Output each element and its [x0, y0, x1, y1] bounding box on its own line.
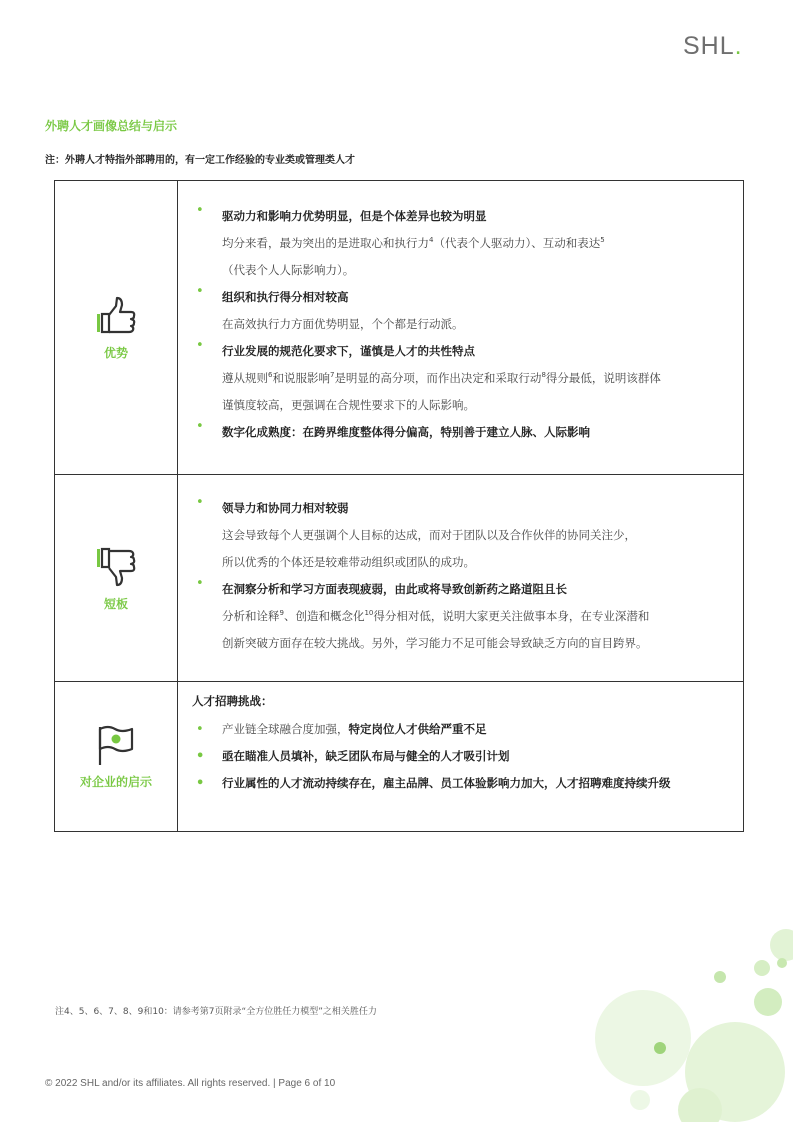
deco-circle [754, 988, 782, 1016]
footnote-ref: 4 [429, 236, 434, 245]
body-text: 遵从规则 [222, 371, 268, 385]
weaknesses-label: 短板 [103, 596, 128, 611]
emphasis-text: 行业属性的人才流动持续存在，雇主品牌、员工体验影响力加大，人才招聘难度持续升级 [222, 776, 671, 790]
implications-label: 对企业的启示 [79, 775, 152, 789]
deco-circle [754, 960, 770, 976]
deco-circle [595, 990, 691, 1086]
strengths-list [192, 203, 729, 446]
implications-intro: 人才招聘挑战： [192, 694, 273, 708]
body-text: 产业链全球融合度加强， [222, 722, 349, 736]
footnote: 注4、5、6、7、8、9和10：请参考第7页附录“全方位胜任力模型”之相关胜任力 [55, 1007, 377, 1017]
page-footer: © 2022 SHL and/or its affiliates. All rights reserved. | Page 6 of 10 [45, 1078, 336, 1089]
weaknesses-list [192, 495, 729, 657]
item-heading: • 领导力和协同力相对较弱 [222, 501, 349, 515]
strengths-category [55, 181, 178, 475]
deco-circle [654, 1042, 666, 1054]
body-text: 是明显的高分项，而作出决定和采取行动 [334, 371, 542, 385]
footnote-ref: 5 [600, 236, 605, 245]
footnote-ref: 6 [268, 371, 273, 380]
emphasis-text: 亟在瞄准人员填补，缺乏团队布局与健全的人才吸引计划 [222, 749, 510, 763]
implications-row [55, 682, 744, 832]
list-item [192, 770, 729, 797]
item-body: （代表个人人际影响力）。 [222, 263, 355, 277]
list-item [192, 203, 729, 284]
footnote-ref: 8 [541, 371, 546, 380]
item-heading: • 行业发展的规范化要求下，谨慎是人才的共性特点 [222, 344, 475, 358]
item-heading: • 在洞察分析和学习方面表现疲弱，由此或将导致创新药之路道阻且长 [222, 582, 567, 596]
body-text: 、创造和概念化 [283, 609, 365, 623]
implications-list [192, 716, 729, 797]
item-body: 在高效执行力方面优势明显，个个都是行动派。 [222, 317, 464, 331]
emphasis-text: 特定岗位人才供给严重不足 [348, 722, 487, 736]
note-text: 注：外聘人才特指外部聘用的，有一定工作经验的专业类或管理类人才 [45, 155, 355, 166]
section-title: 外聘人才画像总结与启示 [45, 119, 178, 133]
strengths-label: 优势 [103, 346, 128, 360]
item-body: 谨慎度较高，更强调在合规性要求下的人际影响。 [222, 398, 475, 412]
item-heading: • 数字化成熟度：在跨界维度整体得分偏高，特别善于建立人脉、人际影响 [222, 425, 590, 439]
weaknesses-row [55, 475, 744, 682]
shl-logo [683, 32, 743, 61]
body-text: 和说服影响 [272, 371, 330, 385]
weaknesses-category [55, 475, 178, 682]
deco-circle [770, 929, 793, 961]
item-body: 所以优秀的个体还是较难带动组织或团队的成功。 [222, 555, 475, 569]
thumbs-down-icon [94, 545, 138, 589]
body-text: 分析和诠释 [222, 609, 280, 623]
body-text: 均分来看，最为突出的是进取心和执行力 [222, 236, 429, 250]
strengths-content [178, 181, 744, 475]
list-item [192, 419, 729, 446]
strengths-row [55, 181, 744, 475]
list-item [192, 576, 729, 657]
weaknesses-content [178, 475, 744, 682]
thumbs-up-icon [94, 294, 138, 338]
item-body [222, 365, 729, 392]
body-text: 得分最低，说明该群体 [545, 371, 661, 385]
item-heading: • 驱动力和影响力优势明显，但是个体差异也较为明显 [222, 209, 487, 223]
item-body [222, 603, 729, 630]
implications-content [178, 682, 744, 832]
list-item [192, 743, 729, 770]
deco-circle [714, 971, 726, 983]
deco-circle [630, 1090, 650, 1110]
list-item [192, 495, 729, 576]
body-text: （代表个人驱动力）、互动和表达 [433, 236, 601, 250]
footnote-ref: 9 [279, 609, 284, 618]
item-body: 创新突破方面存在较大挑战。另外，学习能力不足可能会导致缺乏方向的盲目跨界。 [222, 636, 648, 650]
footnote-ref: 10 [364, 609, 374, 618]
item-body: 这会导致每个人更强调个人目标的达成，而对于团队以及合作伙伴的协同关注少， [222, 528, 636, 542]
flag-icon [94, 723, 138, 767]
deco-circle [777, 958, 787, 968]
logo-text: SHL [683, 32, 735, 60]
list-item [192, 338, 729, 419]
body-text: 得分相对低，说明大家更关注做事本身，在专业深潜和 [373, 609, 650, 623]
item-body [222, 230, 729, 257]
item-heading: • 组织和执行得分相对较高 [222, 290, 349, 304]
implications-category [55, 682, 178, 832]
list-item [192, 716, 729, 743]
summary-table [54, 180, 744, 832]
logo-dot: . [734, 32, 743, 60]
footnote-ref: 7 [329, 371, 335, 380]
list-item [192, 284, 729, 338]
